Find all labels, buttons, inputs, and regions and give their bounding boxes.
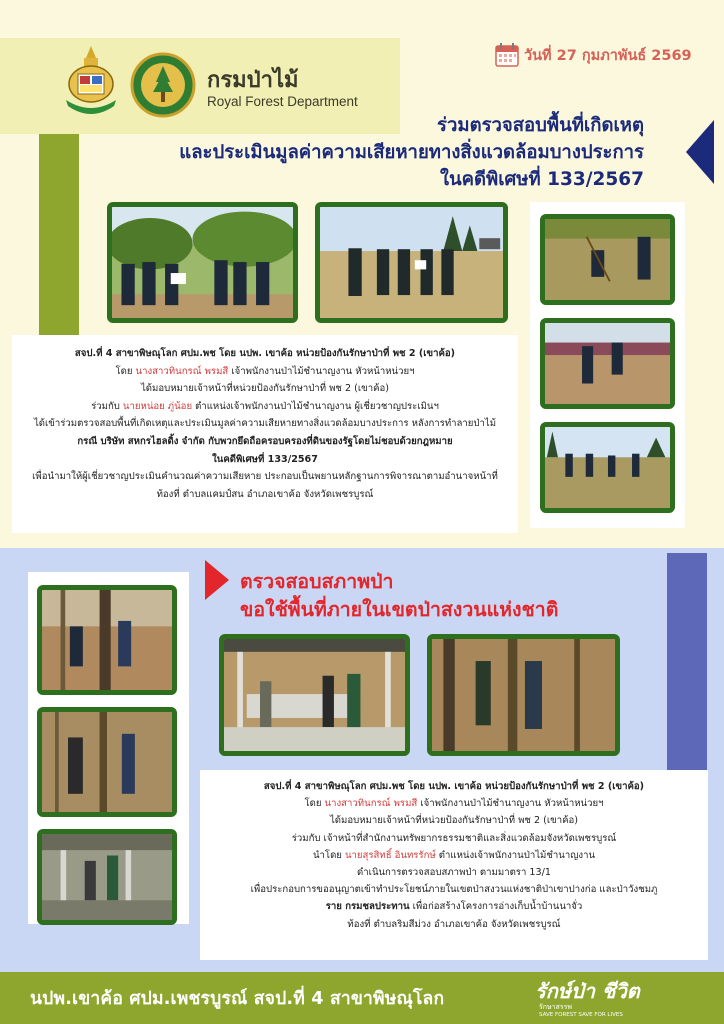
person-name: นายหน่อย ภู่น้อย <box>122 400 193 412</box>
section1-title-line: ในคดีพิเศษที่ 133/2567 <box>439 169 644 190</box>
section1-arrow-icon <box>686 120 714 184</box>
photo-team-forest <box>107 202 298 323</box>
footer-text: นปพ.เขาค้อ ศปม.เพชรบูรณ์ สจป.ที่ 4 สาขาพิษณุโลก <box>30 989 445 1009</box>
section1-title-line: และประเมินมูลค่าความเสียหายทางสิ่งแวดล้อมบางประการ <box>179 142 644 163</box>
desc2-line: ท้องที่ ตำบลริมสีม่วง อำเภอเขาค้อ จังหวัดเพชรบูรณ์ <box>347 918 561 930</box>
desc2-line: เพื่อประกอบการขออนุญาตเข้าทำประโยชน์ภายในเขตป่าสงวนแห่งชาติป่าเขาปางก่อ และป่าวังชมภู <box>250 884 658 896</box>
desc1-text: ตำแหน่งเจ้าพนักงานป่าไม้ชำนาญงาน ผู้เชี่ยวชาญประเมินฯ <box>192 400 439 412</box>
department-name-thai: กรมป่าไม้ <box>207 68 299 93</box>
logo-main-text: รักษ์ป่า ชีวิต <box>535 979 640 1003</box>
calendar-icon <box>494 42 520 68</box>
desc1-text: เจ้าพนักงานป่าไม้ชำนาญงาน หัวหน้าหน่วยฯ <box>228 365 415 377</box>
section1-title-line: ร่วมตรวจสอบพื้นที่เกิดเหตุ <box>437 115 644 136</box>
desc2-line <box>204 795 704 812</box>
desc2-line: ร่วมกับ เจ้าหน้าที่สำนักงานทรัพยากรธรรมชาติและสิ่งแวดล้อมจังหวัดเพชรบูรณ์ <box>291 832 617 844</box>
photo-forest-trees <box>427 634 620 756</box>
date-display <box>494 42 692 68</box>
person-name: นางสาวทินกรณ์ พรมสี <box>135 365 229 377</box>
desc2-text: เจ้าพนักงานป่าไม้ชำนาญงาน หัวหน้าหน่วยฯ <box>417 798 604 810</box>
desc1-line: ในคดีพิเศษที่ 133/2567 <box>212 453 318 465</box>
desc2-text: โดย <box>304 798 325 810</box>
photo-building <box>37 829 177 925</box>
desc1-text: ร่วมกับ <box>91 400 123 412</box>
desc2-text-bold: ราย กรมชลประทาน <box>325 901 410 913</box>
desc2-text: เพื่อก่อสร้างโครงการอ่างเก็บน้ำบ้านนาจั่ว <box>409 901 583 913</box>
save-forest-logo <box>535 975 645 1021</box>
desc2-line: ดำเนินการตรวจสอบสภาพป่า ตามมาตรา 13/1 <box>357 867 551 879</box>
desc2-line: ได้มอบหมายเจ้าหน้าที่หน่วยป้องกันรักษาป่าที่ พช 2 (เขาค้อ) <box>329 815 578 827</box>
photo-digging <box>540 214 675 305</box>
forest-department-seal-icon <box>130 52 196 118</box>
photo-team-field <box>315 202 508 323</box>
section2-description <box>200 770 708 960</box>
section1-title <box>179 112 644 193</box>
photo-tree-measure <box>37 707 177 817</box>
desc1-line: กรณี บริษัท สหกรไฮลดิ้ง จำกัด กับพวกยึดถือครอบครองที่ดินของรัฐโดยไม่ชอบด้วยกฎหมาย <box>77 435 453 447</box>
logo-tagline: SAVE FOREST SAVE FOR LIVES <box>539 1012 623 1018</box>
section1-description <box>12 335 518 533</box>
photo-shelter <box>219 634 410 756</box>
desc1-line: ได้เข้าร่วมตรวจสอบพื้นที่เกิดเหตุและประเมินมูลค่าความเสียหายทางสิ่งแวดล้อมบางประการ หลังการทำลายป่าไม้ <box>33 418 497 430</box>
photo-hillside <box>540 318 675 409</box>
desc2-text: นำโดย <box>312 849 345 861</box>
desc2-line <box>204 898 704 915</box>
desc2-text: ตำแหน่งเจ้าพนักงานป่าไม้ชำนาญงาน <box>435 849 596 861</box>
desc1-line: ได้มอบหมายเจ้าหน้าที่หน่วยป้องกันรักษาป่าที่ พช 2 (เขาค้อ) <box>140 383 389 395</box>
person-name: นางสาวทินกรณ์ พรมสี <box>324 798 418 810</box>
section2-title <box>240 568 558 624</box>
section2-title-line: ตรวจสอบสภาพป่า <box>240 570 394 593</box>
desc1-line: ท้องที่ ตำบลแคมป์สน อำเภอเขาค้อ จังหวัดเพชรบูรณ์ <box>156 488 374 500</box>
photo-open-field <box>540 422 675 513</box>
desc1-line <box>18 363 512 381</box>
section2-arrow-icon <box>205 560 229 600</box>
photo-tree-inspection <box>37 585 177 695</box>
section2-title-line: ขอใช้พื้นที่ภายในเขตป่าสงวนแห่งชาติ <box>240 598 559 621</box>
desc1-line: เพื่อนำมาให้ผู้เชี่ยวชาญประเมินคำนวณค่าความเสียหาย ประกอบเป็นพยานหลักฐานการพิจารณาตามอำนาจหน้าที่ <box>32 471 498 483</box>
desc1-line: สจป.ที่ 4 สาขาพิษณุโลก ศปม.พช โดย นปพ. เขาค้อ หน่วยป้องกันรักษาป่าที่ พช 2 (เขาค้อ) <box>74 348 456 359</box>
date-text: วันที่ 27 กุมภาพันธ์ 2569 <box>524 47 692 64</box>
desc2-line: สจป.ที่ 4 สาขาพิษณุโลก ศปม.พช โดย นปพ. เขาค้อ หน่วยป้องกันรักษาป่าที่ พช 2 (เขาค้อ) <box>263 781 645 792</box>
logo-sub-text: รักษาสรรพ <box>539 1003 572 1011</box>
department-name-english: Royal Forest Department <box>207 94 358 109</box>
desc1-line <box>18 398 512 416</box>
desc2-line <box>204 847 704 864</box>
decorative-blue-bar <box>667 553 707 771</box>
desc1-text: โดย <box>115 365 136 377</box>
royal-emblem-icon <box>58 44 124 122</box>
person-name: นายสุรสิทธิ์ อินทรรักษ์ <box>344 849 436 861</box>
